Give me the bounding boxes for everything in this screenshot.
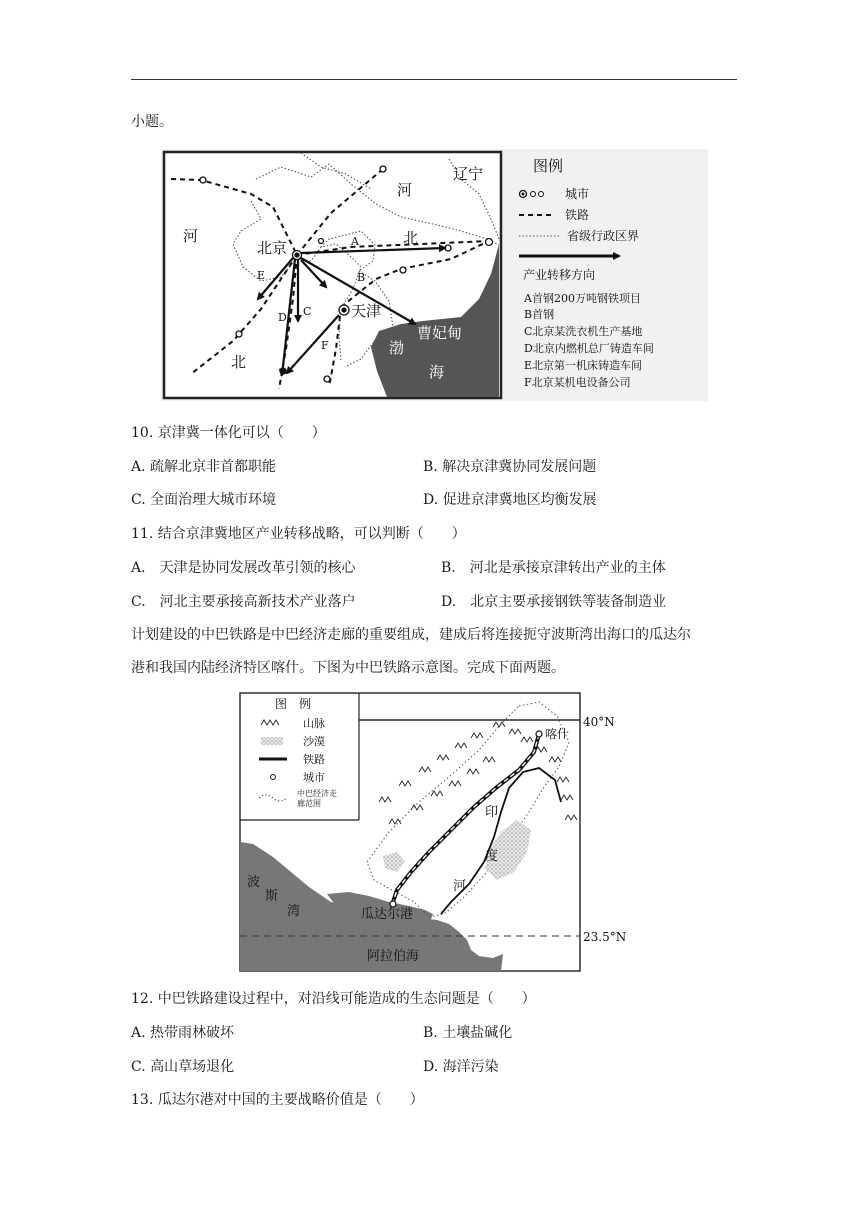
legend2-desert: 沙漠	[303, 735, 325, 748]
legend2-railway: 铁路	[303, 753, 325, 766]
q10-option-c[interactable]: C. 全面治理大城市环境	[131, 492, 277, 508]
label-du: 度	[485, 849, 499, 864]
intro-line-2: 港和我国内陆经济特区喀什。下图为中巴铁路示意图。完成下面两题。	[131, 660, 565, 676]
tianjin-marker-core	[342, 308, 346, 312]
legend-item-d: D北京内燃机总厂铸造车间	[524, 342, 654, 355]
city-marker	[200, 177, 206, 183]
label-bei-top: 北	[403, 229, 419, 247]
q12-option-d[interactable]: D. 海洋污染	[423, 1059, 499, 1075]
label-wan: 湾	[287, 904, 301, 919]
beijing-marker-core	[295, 253, 299, 257]
legend-city-icon	[271, 775, 276, 780]
legend-item-b: B首钢	[524, 308, 555, 321]
q11-option-c[interactable]: C. 河北主要承接高新技术产业落户	[131, 594, 356, 610]
legend-item-c: C北京某洗衣机生产基地	[524, 325, 643, 338]
label-hai: 海	[429, 363, 445, 381]
label-he-top: 河	[397, 181, 413, 199]
q11-option-b[interactable]: B. 河北是承接京津转出产业的主体	[441, 560, 666, 576]
label-liaoning: 辽宁	[453, 165, 484, 183]
city-marker	[486, 239, 493, 246]
q11-option-d[interactable]: D. 北京主要承接钢铁等装备制造业	[441, 594, 667, 610]
q10-option-a[interactable]: A. 疏解北京非首都职能	[131, 459, 277, 475]
q11-stem: 11. 结合京津冀地区产业转移战略，可以判断（ ）	[131, 526, 466, 542]
label-si: 斯	[265, 889, 279, 904]
legend-desert-icon	[261, 737, 283, 745]
label-beijing: 北京	[257, 239, 288, 257]
label-lat40: 40°N	[583, 715, 615, 729]
legend-transfer: 产业转移方向	[523, 268, 596, 282]
q13-stem: 13. 瓜达尔港对中国的主要战略价值是（ ）	[131, 1092, 424, 1108]
q12-option-c[interactable]: C. 高山草场退化	[131, 1059, 235, 1075]
legend-city: 城市	[565, 187, 590, 201]
label-d: D	[278, 311, 287, 324]
city-marker	[236, 331, 242, 337]
legend-boundary: 省级行政区界	[567, 229, 640, 243]
label-f: F	[321, 339, 329, 352]
label-bei-bottom: 北	[231, 353, 247, 371]
q10-option-b[interactable]: B. 解决京津冀协同发展问题	[423, 459, 597, 475]
intro-line-1: 计划建设的中巴铁路是中巴经济走廊的重要组成，建成后将连接扼守波斯湾出海口的瓜达尔	[131, 627, 691, 643]
legend2-corridor: 中巴经济走廊范围	[297, 789, 337, 808]
q11-option-a[interactable]: A. 天津是协同发展改革引领的核心	[131, 560, 356, 576]
kashi-marker	[536, 731, 542, 737]
legend-railway: 铁路	[565, 208, 590, 222]
china-pakistan-railway-map	[239, 692, 635, 974]
label-a: A	[351, 235, 359, 248]
city-marker	[319, 239, 324, 244]
label-caofeidian: 曹妃甸	[417, 324, 463, 342]
city-marker	[380, 166, 386, 172]
header-rule	[131, 79, 737, 80]
label-he: 河	[453, 879, 467, 894]
label-gwadar: 瓜达尔港	[361, 907, 414, 922]
header-text: 小题。	[131, 114, 173, 130]
label-kashi: 喀什	[545, 727, 570, 741]
q12-option-a[interactable]: A. 热带雨林破坏	[131, 1025, 235, 1041]
label-arabian-sea: 阿拉伯海	[367, 949, 420, 964]
legend2-mountain: 山脉	[303, 717, 325, 730]
q10-option-d[interactable]: D. 促进京津冀地区均衡发展	[423, 492, 597, 508]
label-he-left: 河	[183, 227, 199, 245]
label-lat23: 23.5°N	[583, 930, 627, 944]
legend-item-f: F北京某机电设备公司	[524, 376, 631, 389]
legend2-city: 城市	[303, 771, 325, 784]
label-bo: 波	[247, 875, 261, 890]
jingjinji-map	[161, 149, 708, 401]
legend2-title: 图 例	[275, 697, 312, 711]
q10-stem: 10. 京津冀一体化可以（ ）	[131, 425, 326, 441]
q12-option-b[interactable]: B. 土壤盐碱化	[423, 1025, 513, 1041]
legend-item-e: E北京第一机床铸造车间	[524, 359, 643, 372]
legend-title: 图例	[533, 157, 564, 175]
label-b: B	[357, 271, 366, 284]
label-e: E	[257, 269, 266, 282]
city-marker	[400, 267, 406, 273]
label-bo: 渤	[389, 339, 405, 357]
label-tianjin: 天津	[351, 302, 382, 320]
city-marker	[324, 376, 330, 382]
city-marker	[445, 245, 451, 251]
label-yin: 印	[485, 805, 499, 820]
legend-item-a: A首钢200万吨钢铁项目	[524, 292, 641, 305]
q12-stem: 12. 中巴铁路建设过程中，对沿线可能造成的生态问题是（ ）	[131, 991, 536, 1007]
label-c: C	[303, 305, 312, 318]
